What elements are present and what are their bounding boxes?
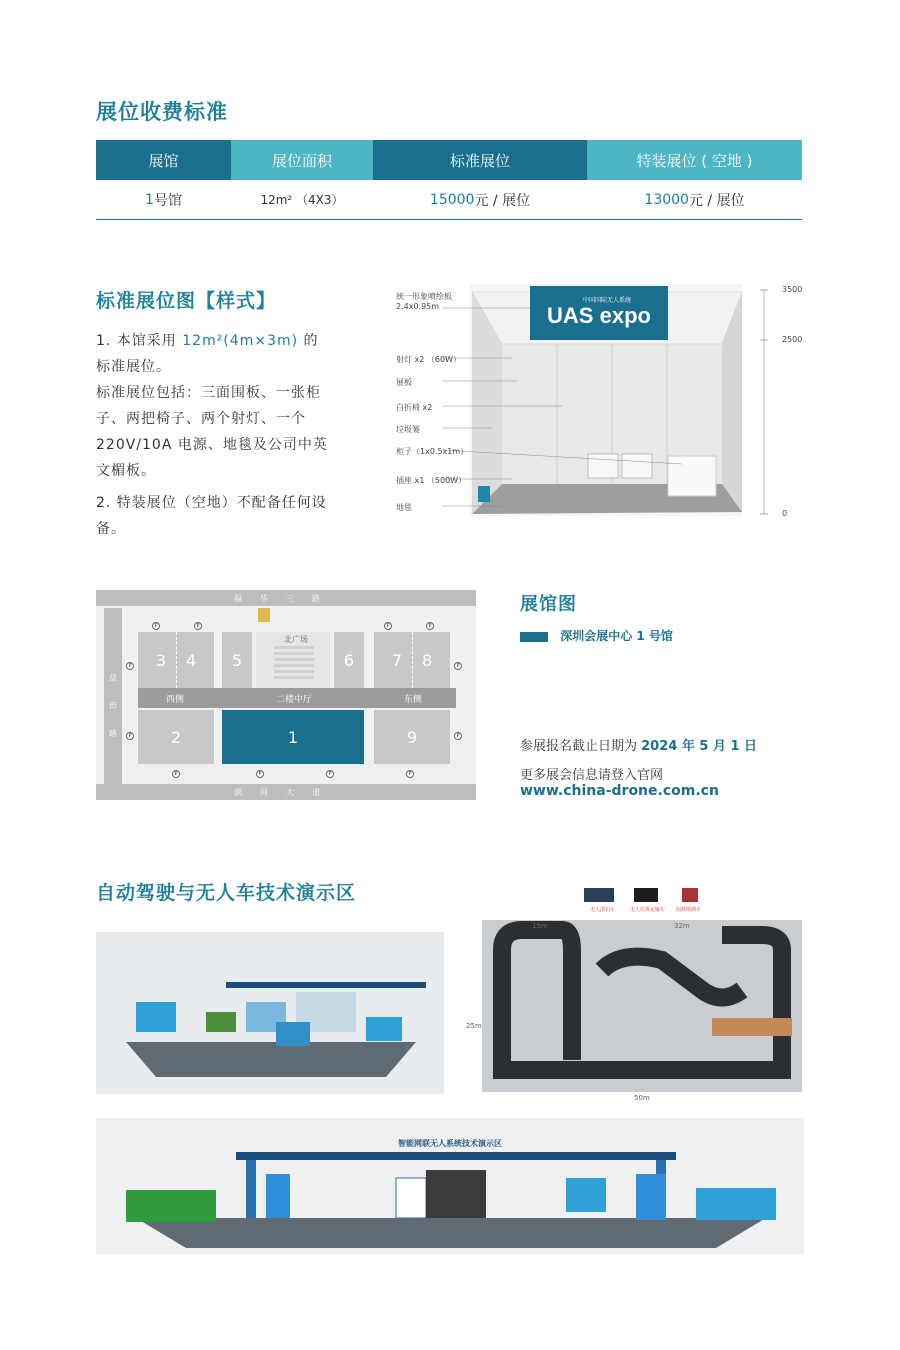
fee-table-header <box>96 140 802 180</box>
parking-icon: P <box>384 622 392 630</box>
demo-track-map <box>462 880 822 1100</box>
booth-illustration <box>392 274 810 532</box>
parking-icon: P <box>194 622 202 630</box>
booth-dim-0: 0 <box>782 509 788 518</box>
demo-zone-title: 自动驾驶与无人车技术演示区 <box>96 882 357 904</box>
track-dim-15m: 15m <box>532 922 548 930</box>
parking-icon: P <box>454 732 462 740</box>
booth-label-bin: 垃圾篓 <box>396 425 420 434</box>
booth-desc-2: 标准展位包括：三面围板、一张柜子、两把椅子、两个射灯、一个220V/10A 电源、地毯及公司中英文楣板。 <box>96 385 328 479</box>
parking-icon: P <box>326 770 334 778</box>
booth-label-cabinet: 柜子（1x0.5x1m） <box>396 447 469 456</box>
parking-icon: P <box>256 770 264 778</box>
table-row <box>96 180 802 220</box>
booth-desc-3: 2. 特装展位（空地）不配备任何设备。 <box>96 495 327 537</box>
hall-5: 5 <box>222 632 252 688</box>
booth-label-socket: 插座 x1 （500W） <box>396 476 467 485</box>
road-bottom: 滨河大道 <box>96 784 476 800</box>
track-legend-2: 无人垃圾运输车 <box>630 907 666 913</box>
parking-icon: P <box>172 770 180 778</box>
parking-icon: P <box>426 622 434 630</box>
track-legend-1: 无人清扫车 <box>590 907 616 913</box>
fee-title: 展位收费标准 <box>96 100 228 124</box>
booth-label-chairs: 白折椅 x2 <box>396 403 433 412</box>
booth-label-spotlight: 射灯 x2 （60W） <box>396 355 461 364</box>
hall-3-4: 3 4 <box>138 632 214 688</box>
demo-banner-text: 智能网联无人系统技术演示区 <box>398 1139 502 1148</box>
standard-booth-title: 标准展位图【样式】 <box>96 290 277 312</box>
hall-1: 1 <box>222 710 364 764</box>
demo-render-1 <box>96 932 444 1094</box>
road-top: 福华三路 <box>96 590 476 606</box>
parking-icon: P <box>126 732 134 740</box>
header-hall: 展馆 <box>96 140 231 180</box>
more-info-text: 更多展会信息请登入官网 <box>520 768 664 783</box>
corridor: 西侧 二楼中厅 东侧 <box>138 688 456 708</box>
track-dim-32m: 32m <box>674 922 690 930</box>
track-dim-25m: 25m <box>466 1022 482 1030</box>
road-left-label: 益田路 <box>109 673 117 738</box>
cell-hall: 1 号馆 <box>145 191 182 209</box>
hall-map-title: 展馆图 <box>520 594 577 615</box>
header-standard: 标准展位 <box>373 140 587 180</box>
cell-special-price: 13000 元 / 展位 <box>644 191 745 209</box>
hall-7-8: 7 8 <box>374 632 450 688</box>
booth-label-panel: 展板 <box>396 378 412 387</box>
header-area: 展位面积 <box>231 140 373 180</box>
cell-area: 12m² （4X3） <box>260 193 344 207</box>
booth-dim-2500: 2500 <box>782 335 803 344</box>
north-plaza: 北广场 <box>256 632 330 688</box>
booth-drawing <box>392 274 810 532</box>
hall-9: 9 <box>374 710 450 764</box>
deadline-text: 参展报名截止日期为 2024 年 5 月 1 日 <box>520 739 758 754</box>
hall-map <box>96 590 476 800</box>
booth-dim-3500: 3500 <box>782 285 803 294</box>
cell-standard-price: 15000 元 / 展位 <box>429 191 531 209</box>
booth-desc-1: 1. 本馆采用 12m²(4m×3m) 的标准展位。 <box>96 333 319 375</box>
track-legend-3: 园林喷洒车 <box>676 907 702 913</box>
hall-6: 6 <box>334 632 364 688</box>
parking-icon: P <box>152 622 160 630</box>
hall-map-legend: 深圳会展中心 1 号馆 <box>520 627 673 644</box>
header-special: 特装展位 ( 空地 ) <box>587 140 802 180</box>
booth-label-carpet: 地毯 <box>396 503 412 512</box>
website-link[interactable]: www.china-drone.com.cn <box>520 783 719 799</box>
parking-icon: P <box>126 662 134 670</box>
hall-2: 2 <box>138 710 214 764</box>
parking-icon: P <box>406 770 414 778</box>
track-dim-50m: 50m <box>634 1094 650 1100</box>
legend-swatch <box>520 632 548 642</box>
demo-render-2 <box>96 1118 804 1254</box>
booth-logo: UAS expo <box>547 303 651 328</box>
svg-text:中国国际无人系统: 中国国际无人系统 <box>582 298 632 304</box>
entrance-sign <box>258 608 270 622</box>
parking-icon: P <box>454 662 462 670</box>
standard-booth-description <box>96 328 332 542</box>
fee-table <box>96 140 802 220</box>
booth-label-fascia: 统一形象喷绘板 2.4x0.95m <box>396 292 452 311</box>
